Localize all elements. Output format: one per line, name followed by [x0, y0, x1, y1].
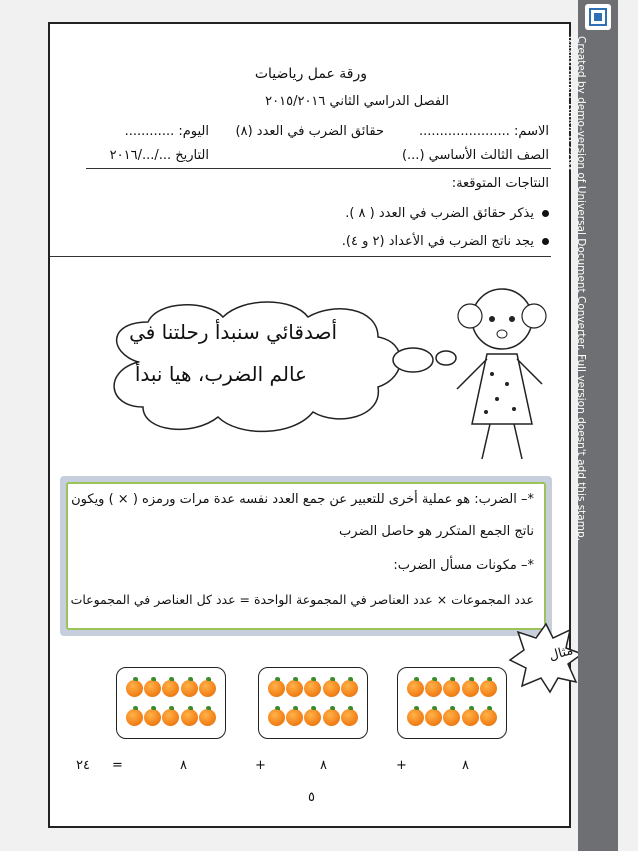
stamp-text — [560, 36, 588, 796]
orange-icon — [407, 709, 424, 726]
orange-icon — [286, 680, 303, 697]
topic-label: حقائق الضرب في العدد (٨) — [235, 124, 384, 139]
orange-icon — [407, 680, 424, 697]
date-field-label: التاريخ .../.../٢٠١٦ — [109, 148, 209, 163]
semester-line: الفصل الدراسي الثاني ٢٠١٥/٢٠١٦ — [265, 94, 449, 109]
orange-icon — [480, 709, 497, 726]
orange-icon — [199, 680, 216, 697]
definition-line-4: عدد المجموعات × عدد العناصر في المجموعة الواحدة = عدد كل العناصر في المجموعات — [70, 592, 534, 607]
orange-icon — [126, 680, 143, 697]
header-divider — [86, 168, 551, 169]
equation-term-2: ٨ — [320, 758, 327, 773]
outcome-item-1 — [345, 206, 549, 221]
page-number: ٥ — [308, 790, 315, 805]
orange-icon — [268, 680, 285, 697]
outcome-text-1: يذكر حقائق الضرب في العدد ( ٨ ). — [345, 206, 534, 221]
orange-icon — [462, 680, 479, 697]
orange-group-3 — [116, 667, 226, 739]
definition-line-2: ناتج الجمع المتكرر هو حاصل الضرب — [339, 524, 534, 539]
orange-icon — [286, 709, 303, 726]
day-field-label: اليوم: ............ — [124, 124, 209, 139]
equation-row — [50, 758, 573, 778]
orange-icon — [425, 709, 442, 726]
stamp-line-2: WWW.PRINT-DRIVER.COM — [561, 36, 573, 171]
orange-icon — [323, 680, 340, 697]
equation-term-3: ٨ — [180, 758, 187, 773]
orange-icon — [462, 709, 479, 726]
name-field-label: الاسم: ...................... — [419, 124, 549, 139]
outcome-text-2: يجد ناتج الضرب في الأعداد (٢ و ٤). — [341, 234, 534, 249]
worksheet-page — [48, 22, 575, 828]
bullet-icon — [542, 210, 549, 217]
definition-line-3: *– مكونات مسأل الضرب: — [393, 558, 534, 573]
converter-logo-icon — [585, 4, 611, 30]
orange-icon — [144, 709, 161, 726]
orange-icon — [181, 709, 198, 726]
equation-equals: = — [112, 758, 123, 773]
orange-icon — [341, 680, 358, 697]
orange-group-1 — [397, 667, 507, 739]
orange-icon — [199, 709, 216, 726]
definition-frame — [60, 476, 552, 636]
worksheet-title: ورقة عمل رياضيات — [254, 66, 367, 82]
orange-icon — [443, 680, 460, 697]
orange-icon — [162, 709, 179, 726]
orange-icon — [304, 709, 321, 726]
speech-line-2: عالم الضرب، هيا نبدأ — [134, 362, 307, 386]
definition-line-1: *– الضرب: هو عملية أخرى للتعبير عن جمع العدد نفسه عدة مرات ورمزه ( × ) ويكون — [71, 492, 534, 507]
orange-icon — [162, 680, 179, 697]
orange-icon — [144, 680, 161, 697]
outcomes-heading: النتاجات المتوقعة: — [451, 176, 549, 191]
orange-icon — [425, 680, 442, 697]
outcomes-divider — [50, 256, 551, 257]
orange-icon — [443, 709, 460, 726]
equation-plus-1: + — [396, 758, 407, 773]
orange-icon — [181, 680, 198, 697]
orange-group-2 — [258, 667, 368, 739]
equation-plus-2: + — [255, 758, 266, 773]
girl-illustration-icon — [442, 274, 562, 474]
example-badge-label: مثال — [547, 643, 575, 664]
speech-line-1: أصدقائي سنبدأ رحلتنا في — [129, 320, 337, 344]
orange-icon — [126, 709, 143, 726]
definition-box — [66, 482, 546, 630]
grade-label: الصف الثالث الأساسي (...) — [401, 148, 549, 163]
equation-term-1: ٨ — [462, 758, 469, 773]
bullet-icon — [542, 238, 549, 245]
orange-icon — [268, 709, 285, 726]
equation-result: ٢٤ — [76, 758, 90, 773]
orange-icon — [341, 709, 358, 726]
orange-icon — [323, 709, 340, 726]
stamp-line-1: Created by demo-version of Universal Document Converter. Full version doesn't add this stamp. — [575, 36, 587, 541]
outcome-item-2 — [342, 234, 549, 249]
orange-icon — [304, 680, 321, 697]
orange-icon — [480, 680, 497, 697]
